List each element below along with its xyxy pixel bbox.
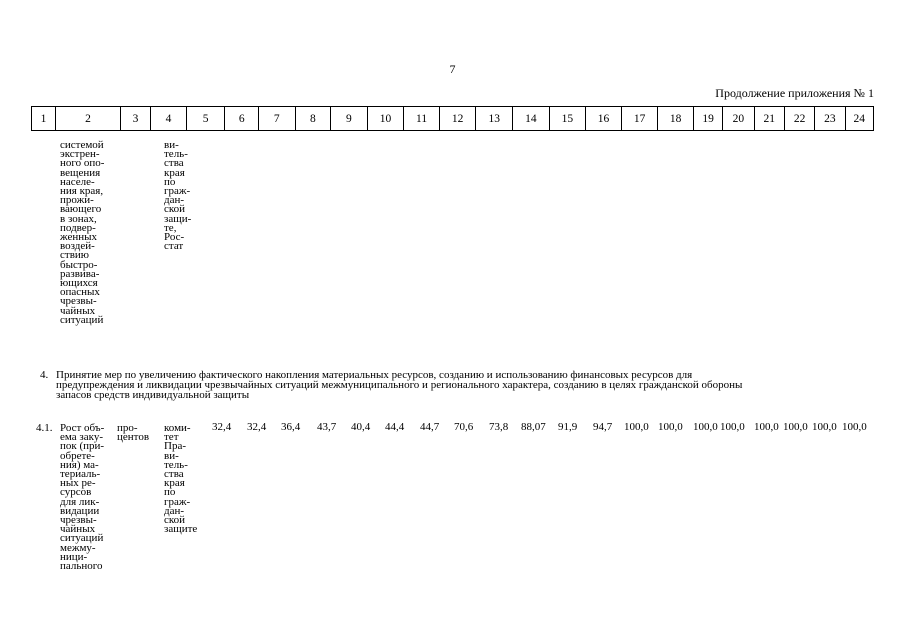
value-cell: 32,4 xyxy=(247,421,267,433)
value-cell: 100,0 xyxy=(842,421,867,433)
value-cell: 100,0 xyxy=(754,421,779,433)
column-number-3: 3 xyxy=(120,107,150,131)
column-number-17: 17 xyxy=(621,107,658,131)
prev-row-responsible: ви- тель- ства края по граж- дан- ской защи- те, Рос- стат xyxy=(164,139,192,253)
value-cell: 100,0 xyxy=(658,421,683,433)
continuation-label: Продолжение приложения № 1 xyxy=(715,86,874,100)
column-number-11: 11 xyxy=(404,107,440,131)
value-cell: 44,4 xyxy=(385,421,405,433)
value-cell: 40,4 xyxy=(351,421,371,433)
column-number-20: 20 xyxy=(723,107,754,131)
value-cell: 36,4 xyxy=(281,421,301,433)
value-cell: 91,9 xyxy=(558,421,578,433)
column-number-23: 23 xyxy=(815,107,845,131)
value-cell: 100,0 xyxy=(624,421,649,433)
column-number-2: 2 xyxy=(56,107,121,131)
column-number-7: 7 xyxy=(258,107,295,131)
row-4-1-number: 4.1. xyxy=(36,422,53,434)
row-4-1-indicator: Рост объ- ема заку- пок (при- обрете- ния) ма- териаль- ных ре- сурсов для лик- видации чрезвы- чайных ситуаций межму- ници- пального xyxy=(60,422,105,573)
column-number-15: 15 xyxy=(549,107,586,131)
value-cell: 44,7 xyxy=(420,421,440,433)
value-cell: 94,7 xyxy=(593,421,613,433)
column-number-13: 13 xyxy=(476,107,513,131)
column-number-14: 14 xyxy=(513,107,550,131)
value-cell: 43,7 xyxy=(317,421,337,433)
column-number-1: 1 xyxy=(32,107,56,131)
section-number: 4. xyxy=(40,369,49,381)
column-number-21: 21 xyxy=(754,107,784,131)
row-4-1-responsible: коми- тет Пра- ви- тель- ства края по граж- дан- ской защите xyxy=(164,422,198,536)
section-title: Принятие мер по увеличению фактического накопления материальных ресурсов, созданию и использованию финансовых ресурсов для предупреждения и ликвидации чрезвычайных ситуаций межмуниципального и регионального характера, созданию в целях гражданской обороны запасов средств индивидуальной защиты xyxy=(56,369,743,401)
column-number-18: 18 xyxy=(658,107,694,131)
value-cell: 100,0 xyxy=(720,421,745,433)
value-cell: 70,6 xyxy=(454,421,474,433)
column-number-12: 12 xyxy=(439,107,476,131)
column-number-6: 6 xyxy=(225,107,258,131)
column-number-10: 10 xyxy=(367,107,404,131)
column-number-24: 24 xyxy=(845,107,873,131)
prev-row-indicator: системой экстрен- ного опо- вещения населе- ния края, прожи- вающего в зонах, подвер- женных воздей- ствию быстро- развива- ющихся опасных чрезвы- чайных ситуаций xyxy=(60,139,105,326)
column-number-22: 22 xyxy=(784,107,814,131)
value-cell: 73,8 xyxy=(489,421,509,433)
column-number-5: 5 xyxy=(186,107,225,131)
value-cell: 32,4 xyxy=(212,421,232,433)
column-number-4: 4 xyxy=(151,107,187,131)
column-number-19: 19 xyxy=(693,107,722,131)
value-cell: 88,07 xyxy=(521,421,546,433)
value-cell: 100,0 xyxy=(812,421,837,433)
column-number-8: 8 xyxy=(295,107,331,131)
column-number-16: 16 xyxy=(586,107,622,131)
value-cell: 100,0 xyxy=(693,421,718,433)
page-number: 7 xyxy=(449,62,456,76)
row-4-1-unit: про- центов xyxy=(117,422,150,444)
column-number-9: 9 xyxy=(331,107,368,131)
column-number-header xyxy=(31,106,874,131)
value-cell: 100,0 xyxy=(783,421,808,433)
